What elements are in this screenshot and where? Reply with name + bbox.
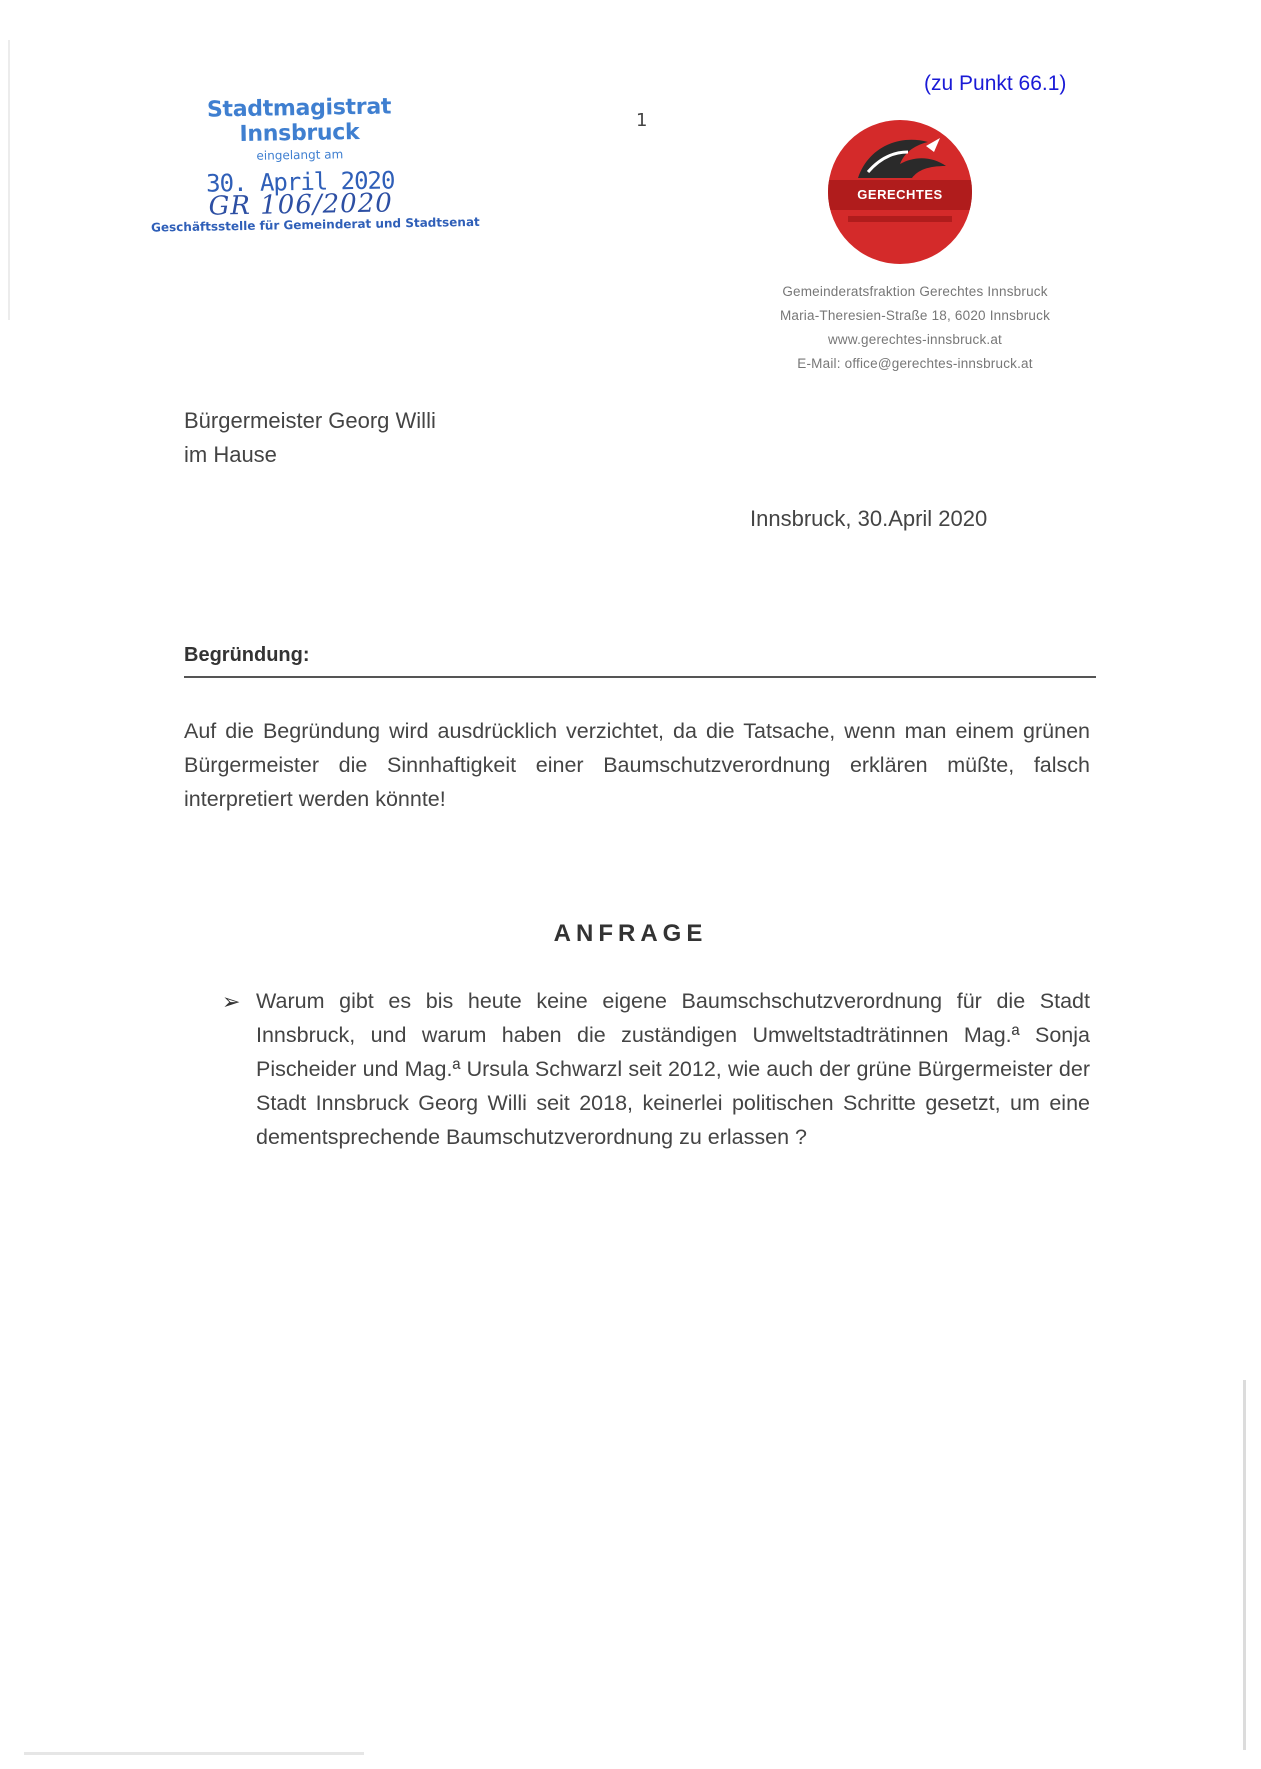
stamp-date: 30. April 2020 — [205, 166, 395, 198]
arrow-bullet-icon: ➢ — [222, 989, 241, 1014]
scan-edge-bottom — [24, 1752, 364, 1755]
begruendung-text: Auf die Begründung wird ausdrücklich verzichtet, da die Tatsache, wenn man einem grünen Bürgermeister die Sinnhaftigkeit einer Baumschutzverordnung erklären müßte, falsch interpretiert werden könnte! — [184, 719, 1090, 811]
stamp-organization: Stadtmagistrat Innsbruck — [206, 94, 392, 148]
recipient-location: im Hause — [184, 442, 277, 467]
scan-edge-left — [8, 40, 10, 320]
sender-email: E-Mail: office@gerechtes-innsbruck.at — [797, 356, 1033, 371]
sender-line2: Maria-Theresien-Straße 18, 6020 Innsbruck — [779, 308, 1051, 323]
stamp-received-label: eingelangt am — [256, 147, 344, 163]
sender-address — [710, 280, 1120, 376]
place-date: Innsbruck, 30.April 2020 — [750, 506, 988, 531]
party-logo — [828, 120, 972, 264]
received-stamp — [149, 93, 480, 235]
stamp-reference-number: GR 106/2020 — [208, 188, 394, 222]
page-number: 1 — [636, 110, 648, 131]
scan-edge-right — [1243, 1380, 1246, 1750]
recipient-block — [184, 404, 436, 472]
recipient-name: Bürgermeister Georg Willi — [184, 408, 436, 433]
anfrage-heading: ANFRAGE — [553, 920, 708, 947]
sender-line1: Gemeinderatsfraktion Gerechtes Innsbruck — [782, 284, 1048, 299]
anfrage-question: Warum gibt es bis heute keine eigene Baumschschutzverordnung für die Stadt Innsbruck, und warum haben die zuständigen Umweltstadträtinnen Mag.ª Sonja Pischeider und Mag.ª Ursula Schwarzl seit 2012, wie auch der grüne Bürgermeister der Stadt Innsbruck Georg Willi seit 2018, keinerlei politischen Schritte gesetzt, um eine dementsprechende Baumschutzverordnung zu erlassen ? — [256, 989, 1090, 1149]
stamp-department: Geschäftsstelle für Gemeinderat und Stadtsenat — [150, 214, 480, 235]
logo-text: GERECHTES — [857, 187, 943, 202]
heading-underline — [184, 676, 1096, 678]
agenda-reference: (zu Punkt 66.1) — [924, 72, 1067, 95]
sender-website: www.gerechtes-innsbruck.at — [827, 332, 1003, 347]
begruendung-heading: Begründung: — [184, 644, 310, 666]
